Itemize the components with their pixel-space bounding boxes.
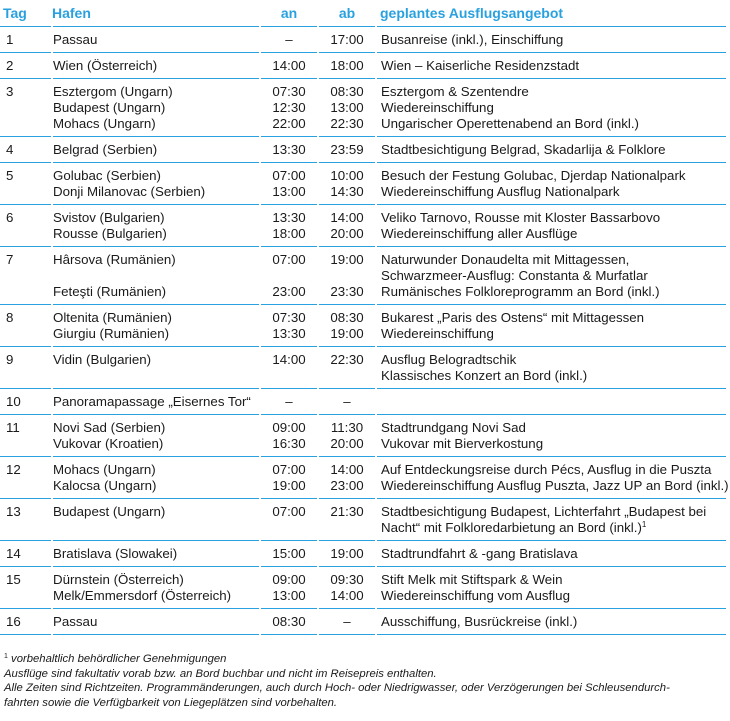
port-name: Passau [52,609,260,635]
excursion-description [376,184,726,205]
arrival-time: 07:00 [260,499,318,541]
excursion-description [376,27,726,53]
departure-time: 22:30 [318,347,376,389]
departure-time: 18:00 [318,53,376,79]
excursion-line [381,284,726,300]
day-number [0,226,52,247]
table-row [0,79,726,101]
arrival-time: 22:00 [260,116,318,137]
day-number [0,588,52,609]
excursion-line [381,520,726,536]
excursion-line [381,436,726,452]
excursion-text: Ungarischer Operettenabend an Bord (inkl.) [381,116,639,131]
excursion-line [381,478,729,494]
port-name: Oltenita (Rumänien) [52,305,260,327]
excursion-line [381,184,726,200]
table-row [0,53,726,79]
table-row [0,567,726,589]
excursion-text: Wien – Kaiserliche Residenzstadt [381,58,580,73]
table-row [0,478,726,499]
note-times: Alle Zeiten sind Richtzeiten. Programmänderungen, auch durch Hoch- oder Niedrigwasser, oder Verzögerungen bei Schleusendurch- [4,682,670,694]
excursion-text: Stadtbesichtigung Budapest, Lichterfahrt „Budapest bei [381,504,707,519]
excursion-line [381,84,726,100]
departure-time: 17:00 [318,27,376,53]
excursion-text: Wiedereinschiffung Ausflug Puszta, Jazz UP an Bord (inkl.) [381,478,729,493]
arrival-time: 14:00 [260,347,318,389]
excursion-description [376,100,726,116]
arrival-time: 15:00 [260,541,318,567]
excursion-text: Stadtbesichtigung Belgrad, Skadarlija & Folklore [381,142,666,157]
header-an: an [260,0,318,27]
port-name: Panoramapassage „Eisernes Tor“ [52,389,260,415]
departure-time: 19:00 [318,326,376,347]
header-row [0,0,726,27]
excursion-text: Stadtrundgang Novi Sad [381,420,526,435]
departure-time: 19:00 [318,247,376,285]
table-row [0,347,726,389]
excursion-text: Vukovar mit Bierverkostung [381,436,544,451]
day-number [0,326,52,347]
day-number [0,284,52,305]
note-booking: Ausflüge sind fakultativ vorab bzw. an Bord buchbar und nicht im Reisepreis enthalten. [4,667,437,680]
departure-time: 23:30 [318,284,376,305]
day-number: 16 [0,609,52,635]
excursion-text: Auf Entdeckungsreise durch Pécs, Ausflug in die Puszta [381,462,712,477]
excursion-text: Bukarest „Paris des Ostens“ mit Mittagessen [381,310,645,325]
arrival-time: 13:30 [260,326,318,347]
excursion-description [376,163,726,185]
table-row [0,389,726,415]
excursion-text: Wiedereinschiffung [381,326,494,341]
arrival-time: 19:00 [260,478,318,499]
departure-time: 19:00 [318,541,376,567]
excursion-description [376,205,726,227]
arrival-time: 14:00 [260,53,318,79]
port-name: Giurgiu (Rumänien) [52,326,260,347]
excursion-line [381,588,726,604]
table-row [0,247,726,285]
arrival-time: 07:30 [260,79,318,101]
excursion-text: Stift Melk mit Stiftspark & Wein [381,572,563,587]
port-name: Vukovar (Kroatien) [52,436,260,457]
excursion-text: Esztergom & Szentendre [381,84,529,99]
excursion-line [381,546,726,562]
departure-time: 11:30 [318,415,376,437]
table-row [0,137,726,163]
departure-time: 14:00 [318,457,376,479]
departure-time: 09:30 [318,567,376,589]
departure-time: 20:00 [318,436,376,457]
excursion-description [376,284,726,305]
excursion-description [376,137,726,163]
excursion-line [381,252,726,268]
header-tag: Tag [0,0,52,27]
port-name: Novi Sad (Serbien) [52,415,260,437]
arrival-time: 07:00 [260,247,318,285]
footnote-mark: 1 [4,653,8,660]
header-hafen: Hafen [52,0,260,27]
excursion-line [381,100,726,116]
day-number: 2 [0,53,52,79]
table-row [0,541,726,567]
port-name: Mohacs (Ungarn) [52,116,260,137]
departure-time: 23:59 [318,137,376,163]
departure-time: 23:00 [318,478,376,499]
day-number: 3 [0,79,52,101]
excursion-description [376,609,726,635]
excursion-text: Wiedereinschiffung vom Ausflug [381,588,570,603]
table-row [0,457,726,479]
excursion-line [381,462,726,478]
day-number [0,100,52,116]
arrival-time: 18:00 [260,226,318,247]
departure-time: 14:00 [318,205,376,227]
excursion-description [376,79,726,101]
excursion-description [376,457,726,479]
table-row [0,609,726,635]
excursion-line [381,352,726,368]
arrival-time: 16:30 [260,436,318,457]
excursion-text: Ausschiffung, Busrückreise (inkl.) [381,614,578,629]
excursion-description [376,588,726,609]
port-name: Kalocsa (Ungarn) [52,478,260,499]
arrival-time: 07:30 [260,305,318,327]
departure-time: 08:30 [318,305,376,327]
port-name: Melk/Emmersdorf (Österreich) [52,588,260,609]
excursion-line [381,310,726,326]
excursion-line [381,32,726,48]
day-number: 14 [0,541,52,567]
excursion-line [381,268,726,284]
excursion-line [381,504,726,520]
table-row [0,588,726,609]
excursion-text: Busanreise (inkl.), Einschiffung [381,32,564,47]
day-number: 10 [0,389,52,415]
departure-time: 08:30 [318,79,376,101]
port-name: Belgrad (Serbien) [52,137,260,163]
port-name: Golubac (Serbien) [52,163,260,185]
table-row [0,305,726,327]
excursion-line [381,226,726,242]
excursion-text: Nacht“ mit Folkloredarbietung an Bord (inkl.) [381,520,642,535]
departure-time: 20:00 [318,226,376,247]
arrival-time: 13:00 [260,588,318,609]
table-row [0,226,726,247]
departure-time: 21:30 [318,499,376,541]
port-name: Feteşti (Rumänien) [52,284,260,305]
excursion-text: Naturwunder Donaudelta mit Mittagessen, [381,252,630,267]
departure-time: – [318,609,376,635]
day-number [0,478,52,499]
departure-time: 14:30 [318,184,376,205]
excursion-description [376,415,726,437]
excursion-text: Klassisches Konzert an Bord (inkl.) [381,368,588,383]
arrival-time: 13:00 [260,184,318,205]
table-row [0,100,726,116]
table-row [0,184,726,205]
excursion-text: Wiedereinschiffung aller Ausflüge [381,226,578,241]
table-row [0,163,726,185]
excursion-description [376,499,726,541]
excursion-description [376,478,729,499]
departure-time: 22:30 [318,116,376,137]
day-number: 15 [0,567,52,589]
excursion-line [381,420,726,436]
excursion-description [376,347,726,389]
day-number [0,116,52,137]
table-row [0,27,726,53]
port-name: Budapest (Ungarn) [52,100,260,116]
excursion-description [376,116,726,137]
day-number: 6 [0,205,52,227]
port-name: Dürnstein (Österreich) [52,567,260,589]
table-body [0,27,729,635]
day-number: 7 [0,247,52,285]
excursion-text: Besuch der Festung Golubac, Djerdap Nationalpark [381,168,686,183]
excursion-description [376,567,726,589]
arrival-time: 13:30 [260,205,318,227]
excursion-text: Wiedereinschiffung Ausflug Nationalpark [381,184,620,199]
excursion-description [376,541,726,567]
arrival-time: – [260,389,318,415]
note-times-cont: fahrten sowie die Verfügbarkeit von Liegeplätzen sind vorbehalten. [4,696,338,709]
excursion-description [376,53,726,79]
footnote-text: vorbehaltlich behördlicher Genehmigungen [7,653,227,665]
table-row [0,415,726,437]
table-row [0,205,726,227]
port-name: Donji Milanovac (Serbien) [52,184,260,205]
excursion-text: Rumänisches Folkloreprogramm an Bord (inkl.) [381,284,660,299]
arrival-time: 09:00 [260,567,318,589]
excursion-line [381,58,726,74]
port-name: Vidin (Bulgarien) [52,347,260,389]
excursion-text: Stadtrundfahrt & -gang Bratislava [381,546,578,561]
arrival-time: 23:00 [260,284,318,305]
header-angebot: geplantes Ausflugsangebot [376,0,726,27]
footnote-line [4,652,726,667]
port-name: Hârsova (Rumänien) [52,247,260,285]
day-number: 11 [0,415,52,437]
excursion-description [376,389,726,415]
departure-time: 10:00 [318,163,376,185]
excursion-text: Wiedereinschiffung [381,100,494,115]
arrival-time: 08:30 [260,609,318,635]
excursion-line [381,326,726,342]
footnote-marker: 1 [641,520,647,529]
day-number [0,184,52,205]
table-row [0,284,726,305]
excursion-line [381,368,726,384]
port-name: Bratislava (Slowakei) [52,541,260,567]
port-name: Wien (Österreich) [52,53,260,79]
day-number: 13 [0,499,52,541]
excursion-description [376,226,726,247]
header-ab: ab [318,0,376,27]
port-name: Passau [52,27,260,53]
table-header [0,0,726,27]
departure-time: 14:00 [318,588,376,609]
day-number: 1 [0,27,52,53]
table-row [0,326,726,347]
excursion-description [376,326,726,347]
port-name: Esztergom (Ungarn) [52,79,260,101]
excursion-description [376,305,726,327]
arrival-time: 07:00 [260,163,318,185]
excursion-line [381,572,726,588]
table-row [0,116,726,137]
excursion-text: Veliko Tarnovo, Rousse mit Kloster Bassarbovo [381,210,661,225]
excursion-description [376,247,726,285]
excursion-line [381,210,726,226]
excursion-text: Schwarzmeer-Ausflug: Constanta & Murfatlar [381,268,648,283]
excursion-line [381,116,726,132]
excursion-line [381,168,726,184]
day-number [0,436,52,457]
arrival-time: 07:00 [260,457,318,479]
arrival-time: 12:30 [260,100,318,116]
table-row [0,436,726,457]
excursion-text: Ausflug Belogradtschik [381,352,517,367]
excursion-line [381,142,726,158]
day-number: 8 [0,305,52,327]
day-number: 5 [0,163,52,185]
arrival-time: – [260,27,318,53]
port-name: Svistov (Bulgarien) [52,205,260,227]
excursion-line [381,614,726,630]
day-number: 12 [0,457,52,479]
day-number: 9 [0,347,52,389]
arrival-time: 13:30 [260,137,318,163]
port-name: Budapest (Ungarn) [52,499,260,541]
day-number: 4 [0,137,52,163]
port-name: Mohacs (Ungarn) [52,457,260,479]
departure-time: 13:00 [318,100,376,116]
port-name: Rousse (Bulgarien) [52,226,260,247]
excursion-description [376,436,726,457]
departure-time: – [318,389,376,415]
footnotes [4,652,726,710]
table-row [0,499,726,541]
arrival-time: 09:00 [260,415,318,437]
